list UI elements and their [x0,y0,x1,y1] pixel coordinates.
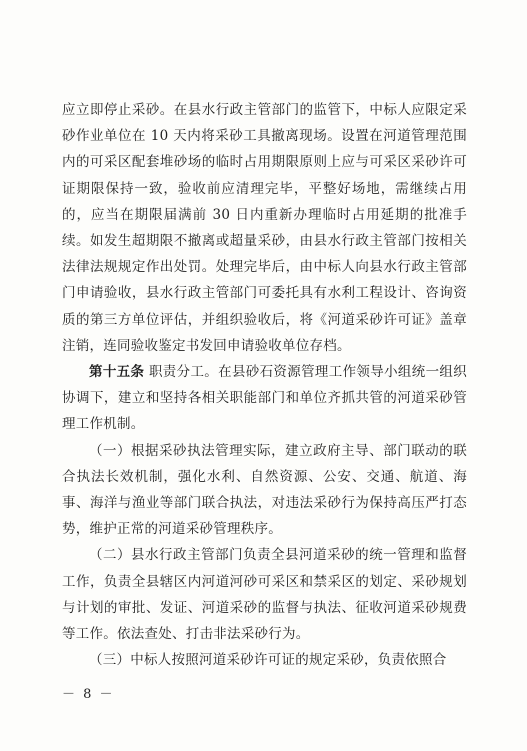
paragraph-text: （二）县水行政主管部门负责全县河道采砂的统一管理和监督工作，负责全县辖区内河道河砂可采区和禁采区的划定、采砂规划与计划的审批、发证、河道采砂的监督与执法、征收河道采砂规费等工作。依法查处、打击非法采砂行为。 [62,547,467,643]
paragraph-text: 职责分工。在县砂石资源管理工作领导小组统一组织协调下，建立和坚持各相关职能部门和单位齐抓共管的河道采砂管理工作机制。 [62,364,467,433]
page-number: － 8 － [62,687,115,702]
clause-1-paragraph [62,438,467,543]
clause-2-paragraph [62,542,467,647]
article-15-paragraph [62,359,467,438]
paragraph-text: （一）根据采砂执法管理实际，建立政府主导、部门联动的联合执法长效机制，强化水利、自然资源、公安、交通、航道、海事、海洋与渔业等部门联合执法，对违法采砂行为保持高压严打态势，维护正常的河道采砂管理秩序。 [62,442,467,538]
clause-3-paragraph [62,647,467,673]
paragraph-text: 应立即停止采砂。在县水行政主管部门的监管下，中标人应限定采砂作业单位在 10 天内将采砂工具撤离现场。设置在河道管理范围内的可采区配套堆砂场的临时占用期限原则上应与可采区采砂许可证期限保持一致，验收前应清理完毕，平整好场地，需继续占用的，应当在期限届满前 30 日内重新办理临时占用延期的批准手续。如发生超期限不撤离或超量采砂，由县水行政主管部门按相关法律法规规定作出处罚。处理完毕后，由中标人向县水行政主管部门申请验收，县水行政主管部门可委托具有水利工程设计、咨询资质的第三方单位评估，并组织验收后，将《河道采砂许可证》盖章注销，连同验收鉴定书发回申请验收单位存档。 [62,102,467,354]
paragraph-text: （三）中标人按照河道采砂许可证的规定采砂，负责依照合 [89,652,447,669]
article-heading: 第十五条 [89,364,145,381]
body-text [62,97,467,673]
paragraph-continued [62,97,467,359]
